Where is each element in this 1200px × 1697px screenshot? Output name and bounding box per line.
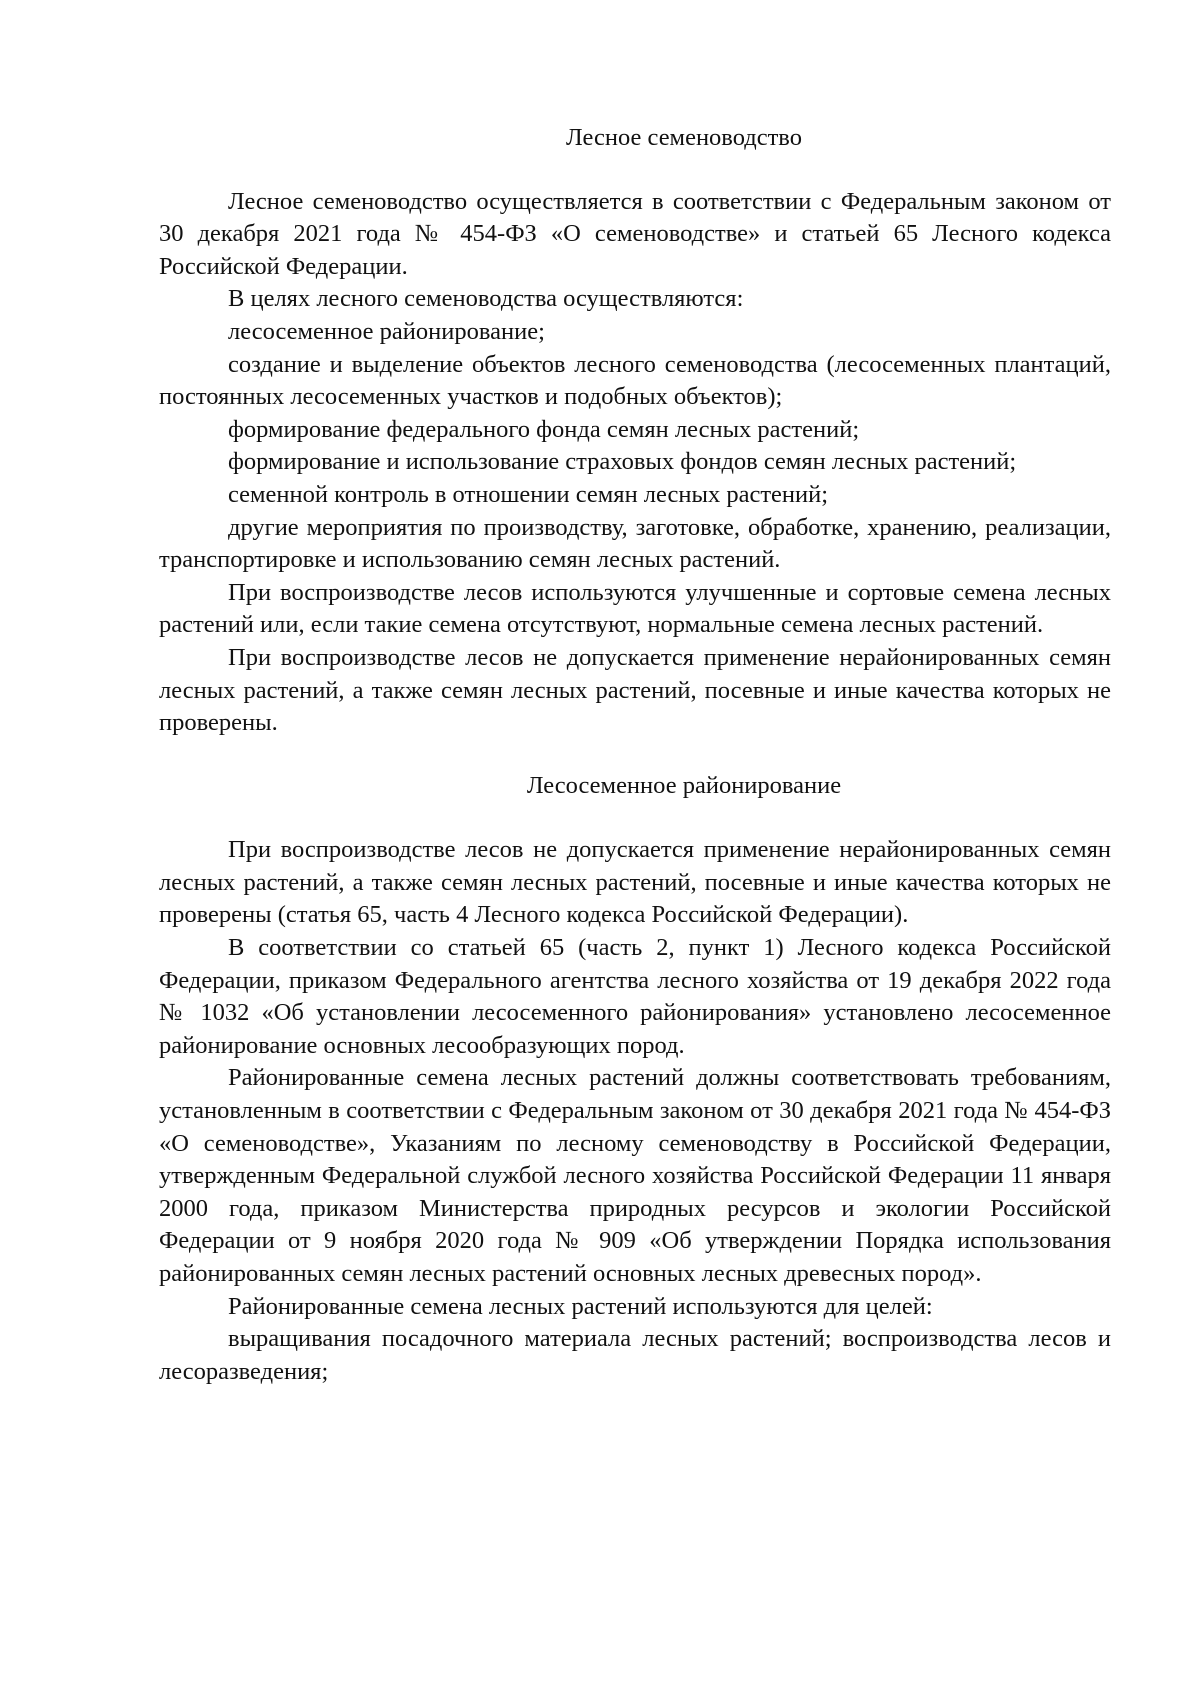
paragraph: Лесное семеноводство осуществляется в соответствии с Федеральным законом от 30 декабря 2021 года № 454-ФЗ «О семеноводстве» и статьей 65 Лесного кодекса Российской Федерации. xyxy=(159,187,1111,280)
list-item: формирование и использование страховых фондов семян лесных растений; xyxy=(228,448,1017,476)
paragraph: Районированные семена лесных растений должны соответствовать требованиям, установленным в соответствии с Федеральным законом от 30 декабря 2021 года № 454-ФЗ «О семеноводстве», Указаниям по лесному семеноводству в Российской Федерации, утвержденным Федеральной службой лесного хозяйства Российской Федерации 11 января 2000 года, приказом Министерства природных ресурсов и экологии Российской Федерации от 9 ноября 2020 года № 909 «Об утверждении Порядка использования районированных семян лесных растений основных лесных древесных пород». xyxy=(159,1064,1111,1287)
document-page xyxy=(159,0,1111,1388)
section-seed-zoning xyxy=(159,834,1111,1388)
paragraph: В целях лесного семеноводства осуществляются: xyxy=(228,285,744,313)
paragraph: Районированные семена лесных растений используются для целей: xyxy=(228,1292,933,1320)
section-forest-seed-production xyxy=(159,186,1111,740)
paragraph: При воспроизводстве лесов не допускается применение нерайонированных семян лесных растений, а также семян лесных растений, посевные и иные качества которых не проверены (статья 65, часть 4 Лесного кодекса Российской Федерации). xyxy=(159,836,1111,929)
paragraph: При воспроизводстве лесов не допускается применение нерайонированных семян лесных растений, а также семян лесных растений, посевные и иные качества которых не проверены. xyxy=(159,643,1111,737)
list-item: лесосеменное районирование; xyxy=(228,317,545,345)
paragraph: В соответствии со статьей 65 (часть 2, пункт 1) Лесного кодекса Российской Федерации, приказом Федерального агентства лесного хозяйства от 19 декабря 2022 года № 1032 «Об установлении лесосеменного районирования» установлено лесосеменное районирование основных лесообразующих пород. xyxy=(159,934,1111,1059)
paragraph: При воспроизводстве лесов используются улучшенные и сортовые семена лесных растений или, если такие семена отсутствуют, нормальные семена лесных растений. xyxy=(159,578,1111,639)
list-item: создание и выделение объектов лесного семеноводства (лесосеменных плантаций, постоянных лесосеменных участков и подобных объектов); xyxy=(159,350,1111,411)
list-item: семенной контроль в отношении семян лесных растений; xyxy=(228,480,829,508)
list-item: выращивания посадочного материала лесных растений; воспроизводства лесов и лесоразведения; xyxy=(159,1325,1111,1385)
section-title-forest-seed-production: Лесное семеноводство xyxy=(566,124,802,151)
list-item: другие мероприятия по производству, заготовке, обработке, хранению, реализации, транспортировке и использованию семян лесных растений. xyxy=(159,513,1111,574)
section-title-seed-zoning: Лесосеменное районирование xyxy=(526,771,842,799)
list-item: формирование федерального фонда семян лесных растений; xyxy=(228,415,860,443)
